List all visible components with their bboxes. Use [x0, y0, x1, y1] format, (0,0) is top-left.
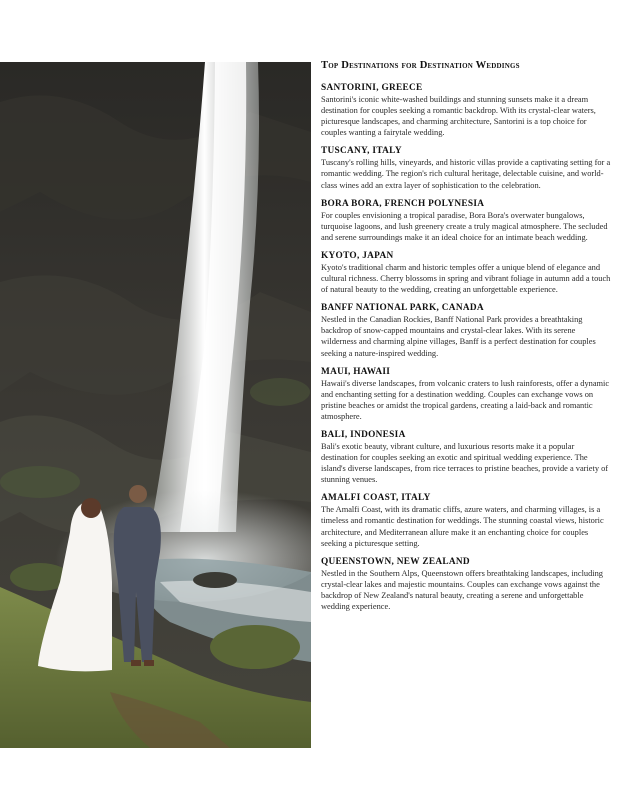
destination-santorini [321, 83, 613, 138]
destination-description: The Amalfi Coast, with its dramatic cliffs, azure waters, and charming villages, is a timeless and romantic destination for weddings. The stunning coastal views, historic architecture, and Mediterranean allure make it an enchanting choice for couples seeking a picturesque setting. [321, 505, 604, 548]
destination-amalfi [321, 493, 613, 548]
destination-description: Santorini's iconic white-washed buildings and stunning sunsets make it a dream destination for couples seeking a romantic backdrop. With its crystal-clear waters, picturesque landscapes, and charming architecture, Santorini is a top choice for couples wanting a fairytale wedding. [321, 95, 596, 138]
waterfall-couple-photo [0, 62, 311, 748]
destination-name: QUEENSTOWN, NEW ZEALAND [321, 556, 470, 567]
destination-name: TUSCANY, ITALY [321, 146, 402, 157]
destination-description: Kyoto's traditional charm and historic temples offer a unique blend of elegance and cultural richness. Cherry blossoms in spring and vibrant foliage in autumn add a touch of natural beauty to the wedding, creating an unforgettable experience. [321, 262, 611, 295]
destination-bora-bora [321, 199, 613, 243]
destination-name: SANTORINI, GREECE [321, 83, 423, 93]
destination-name: MAUI, HAWAII [321, 366, 391, 377]
destination-kyoto [321, 251, 613, 295]
destination-maui [321, 367, 613, 422]
destination-bali [321, 430, 613, 485]
destination-name: BANFF NATIONAL PARK, CANADA [321, 303, 484, 314]
destination-description: Hawaii's diverse landscapes, from volcanic craters to lush rainforests, offer a dynamic and enchanting setting for a destination wedding. Couples can exchange vows on pristine beaches or amidst the tropical gardens, creating a laid-back and romantic atmosphere. [321, 378, 610, 421]
destinations-article [321, 60, 613, 620]
destination-description: For couples envisioning a tropical paradise, Bora Bora's overwater bungalows, turquoise lagoons, and lush greenery create a truly magical atmosphere. The secluded and serene surroundings make it an ideal choice for an intimate beach wedding. [321, 210, 608, 242]
destination-banff [321, 303, 613, 358]
destination-tuscany [321, 146, 613, 190]
destination-description: Nestled in the Southern Alps, Queenstown offers breathtaking landscapes, including crystal-clear lakes and majestic mountains. Couples can exchange vows against the backdrop of New Zealand's natural beauty, creating a serene and unforgettable wedding experience. [321, 568, 603, 611]
destination-queenstown [321, 557, 613, 612]
destination-description: Bali's exotic beauty, vibrant culture, and luxurious resorts make it a popular destination for couples seeking an exotic and spiritual wedding experience. The island's diverse landscapes, from rice terraces to pristine beaches, provide a variety of stunning venues. [321, 441, 609, 485]
destination-name: BALI, INDONESIA [321, 429, 406, 440]
page-title: Top Destinations for Destination Weddings [321, 60, 520, 71]
destination-description: Nestled in the Canadian Rockies, Banff National Park provides a breathtaking backdrop of snow-capped mountains and crystal-clear lakes. With its serene wilderness and charming alpine villages, Banff is a perfect destination for couples seeking a nature-inspired wedding. [321, 315, 596, 358]
destination-name: AMALFI COAST, ITALY [321, 493, 431, 504]
destination-name: BORA BORA, FRENCH POLYNESIA [321, 198, 485, 209]
destination-description: Tuscany's rolling hills, vineyards, and historic villas provide a captivating setting for a romantic wedding. The region's rich cultural heritage, delectable cuisine, and world-class wines add an extra layer of sophistication to the celebration. [321, 158, 611, 190]
destination-name: KYOTO, JAPAN [321, 250, 394, 261]
